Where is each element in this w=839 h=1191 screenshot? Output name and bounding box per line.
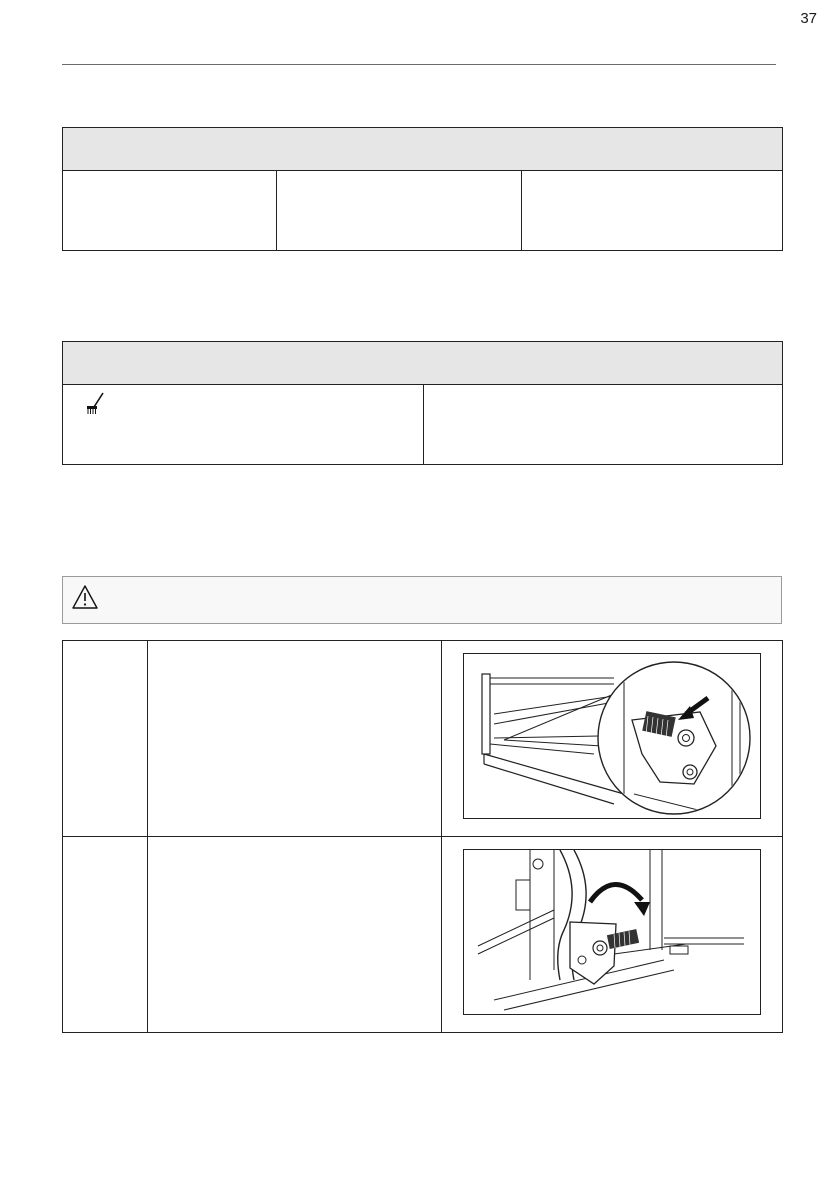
info-table-1	[62, 127, 783, 251]
page-number: 37	[800, 10, 817, 27]
table-cell	[522, 171, 783, 251]
step-image-cell	[442, 837, 783, 1033]
info-table-2	[62, 341, 783, 465]
table-row	[63, 837, 783, 1033]
step-number	[63, 641, 148, 837]
table-cell	[424, 385, 783, 465]
warning-box	[62, 576, 782, 624]
table-row	[63, 641, 783, 837]
hinge-lever-rotate-illustration	[463, 849, 761, 1015]
cleaning-brush-icon	[85, 391, 107, 422]
steps-table	[62, 640, 783, 1033]
table-header	[63, 342, 783, 385]
warning-triangle-icon	[71, 584, 99, 615]
header-rule	[62, 64, 776, 65]
step-text	[148, 837, 442, 1033]
table-cell	[63, 171, 277, 251]
table-cell	[63, 385, 424, 465]
step-number	[63, 837, 148, 1033]
table-cell	[277, 171, 522, 251]
step-image-cell	[442, 641, 783, 837]
table-header	[63, 128, 783, 171]
hinge-lever-release-illustration	[463, 653, 761, 819]
step-text	[148, 641, 442, 837]
